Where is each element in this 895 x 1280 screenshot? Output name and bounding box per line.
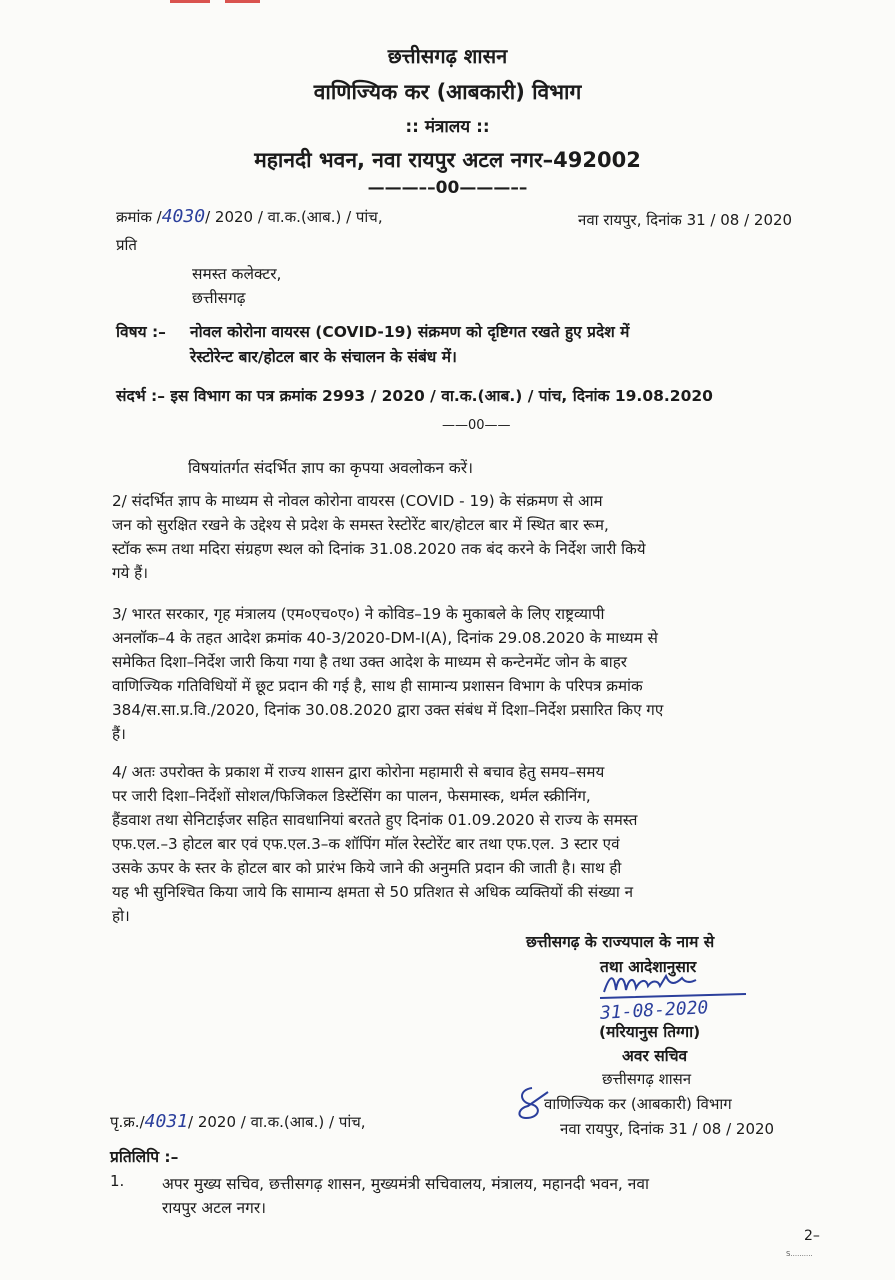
divider: ——00—— bbox=[442, 418, 511, 433]
signature-line-1: छत्तीसगढ़ के राज्यपाल के नाम से bbox=[526, 933, 715, 951]
reference-line: संदर्भ :– इस विभाग का पत्र क्रमांक 2993 / 2020 / वा.क.(आब.) / पांच, दिनांक 19.08.2020 bbox=[116, 387, 713, 405]
paragraph-line: 4/ अतः उपरोक्त के प्रकाश में राज्य शासन द्वारा कोरोना महामारी से बचाव हेतु समय–समय bbox=[112, 763, 605, 781]
order-suffix: / 2020 / वा.क.(आब.) / पांच, bbox=[205, 208, 383, 226]
endorsement-prefix: पृ.क्र./ bbox=[110, 1113, 145, 1131]
signatory-name: (मरियानुस तिग्गा) bbox=[599, 1023, 701, 1041]
endorsement-number-line bbox=[110, 1111, 366, 1132]
copy-item-line-1: अपर मुख्य सचिव, छत्तीसगढ़ शासन, मुख्यमंत्री सचिवालय, मंत्रालय, महानदी भवन, नवा bbox=[162, 1175, 650, 1193]
top-mark bbox=[170, 0, 210, 3]
paragraph-line: 384/स.सा.प्र.वि./2020, दिनांक 30.08.2020 द्वारा उक्त संबंध में दिशा–निर्देश प्रसारित किए गए bbox=[112, 701, 664, 719]
addressee: समस्त कलेक्टर, bbox=[192, 265, 282, 283]
paragraph-line: हैं। bbox=[112, 725, 126, 743]
order-prefix: क्रमांक / bbox=[116, 208, 162, 226]
paragraph-line: गये हैं। bbox=[112, 564, 149, 582]
paragraph-1: विषयांतर्गत संदर्भित ज्ञाप का कृपया अवलोकन करें। bbox=[188, 459, 474, 477]
footer-note: S.......... bbox=[786, 1250, 813, 1258]
address-title: महानदी भवन, नवा रायपुर अटल नगर–492002 bbox=[254, 148, 641, 172]
handwritten-date: 31-08-2020 bbox=[599, 997, 709, 1024]
paragraph-line: हो। bbox=[112, 907, 130, 925]
top-mark bbox=[225, 0, 260, 3]
signatory-designation: अवर सचिव bbox=[622, 1047, 688, 1065]
govt-title: छत्तीसगढ़ शासन bbox=[387, 44, 508, 68]
paragraph-line: यह भी सुनिश्चित किया जाये कि सामान्य क्षमता से 50 प्रतिशत से अधिक व्यक्तियों की संख्या न bbox=[112, 883, 634, 901]
signature-line-2: तथा आदेशानुसार bbox=[600, 958, 697, 976]
copy-item-line-2: रायपुर अटल नगर। bbox=[162, 1199, 267, 1217]
paragraph-line: वाणिज्यिक गतिविधियों में छूट प्रदान की गई है, साथ ही सामान्य प्रशासन विभाग के परिपत्र क्रमांक bbox=[112, 677, 643, 695]
signatory-place-date: नवा रायपुर, दिनांक 31 / 08 / 2020 bbox=[560, 1120, 775, 1138]
endorsement-suffix: / 2020 / वा.क.(आब.) / पांच, bbox=[188, 1113, 366, 1131]
paragraph-4 bbox=[112, 760, 836, 928]
paragraph-line: समेकित दिशा–निर्देश जारी किया गया है तथा उक्त आदेश के माध्यम से कन्टेनमेंट जोन के बाहर bbox=[112, 653, 627, 671]
paragraph-3 bbox=[112, 602, 836, 746]
paragraph-line: पर जारी दिशा–निर्देशों सोशल/फिजिकल डिस्टेंसिंग का पालन, फेसमास्क, थर्मल स्क्रीनिंग, bbox=[112, 787, 591, 805]
handwritten-order-number: 4030 bbox=[161, 206, 206, 227]
paragraph-line: स्टॉक रूम तथा मदिरा संग्रहण स्थल को दिनांक 31.08.2020 तक बंद करने के निर्देश जारी किये bbox=[112, 540, 646, 558]
prati-label: प्रति bbox=[116, 236, 137, 254]
paragraph-line: 3/ भारत सरकार, गृह मंत्रालय (एम०एच०ए०) ने कोविड–19 के मुकाबले के लिए राष्ट्रव्यापी bbox=[112, 605, 605, 623]
paragraph-line: उसके ऊपर के स्तर के होटल बार को प्रारंभ किये जाने की अनुमति प्रदान की जाती है। साथ ही bbox=[112, 859, 622, 877]
header-separator: ———––00———–– bbox=[367, 178, 528, 198]
copy-item-number: 1. bbox=[110, 1172, 125, 1190]
paragraph-line: 2/ संदर्भित ज्ञाप के माध्यम से नोवल कोरोना वायरस (COVID - 19) के संक्रमण से आम bbox=[112, 492, 603, 510]
paragraph-line: जन को सुरक्षित रखने के उद्देश्य से प्रदेश के समस्त रेस्टोरेंट बार/होटल बार में स्थित बार रूम, bbox=[112, 516, 609, 534]
ministry-title: :: मंत्रालय :: bbox=[405, 117, 490, 137]
subject-line-1: नोवल कोरोना वायरस (COVID-19) संक्रमण को दृष्टिगत रखते हुए प्रदेश में bbox=[190, 323, 630, 341]
dept-title: वाणिज्यिक कर (आबकारी) विभाग bbox=[313, 80, 582, 104]
handwritten-endorsement-number: 4031 bbox=[144, 1111, 188, 1132]
addressee-state: छत्तीसगढ़ bbox=[192, 289, 246, 307]
signatory-govt: छत्तीसगढ़ शासन bbox=[602, 1070, 692, 1088]
signatory-dept: वाणिज्यिक कर (आबकारी) विभाग bbox=[544, 1095, 732, 1113]
subject-line-2: रेस्टोरेन्ट बार/होटल बार के संचालन के संबंध में। bbox=[190, 348, 457, 366]
page-continuation: 2– bbox=[804, 1228, 820, 1244]
handwritten-initial bbox=[512, 1084, 552, 1124]
subject-label: विषय :– bbox=[116, 323, 166, 341]
order-place-date: नवा रायपुर, दिनांक 31 / 08 / 2020 bbox=[578, 211, 793, 229]
paragraph-2 bbox=[112, 489, 836, 585]
order-number-line bbox=[116, 206, 383, 227]
copy-label: प्रतिलिपि :– bbox=[110, 1148, 179, 1166]
paragraph-line: अनलॉक–4 के तहत आदेश क्रमांक 40-3/2020-DM-I(A), दिनांक 29.08.2020 के माध्यम से bbox=[112, 629, 658, 647]
paragraph-line: हैंडवाश तथा सेनिटाईजर सहित सावधानियां बरतते हुए दिनांक 01.09.2020 से राज्य के समस्त bbox=[112, 811, 638, 829]
paragraph-line: एफ.एल.–3 होटल बार एवं एफ.एल.3–क शॉपिंग मॉल रेस्टोरेंट बार तथा एफ.एल. 3 स्टार एवं bbox=[112, 835, 620, 853]
